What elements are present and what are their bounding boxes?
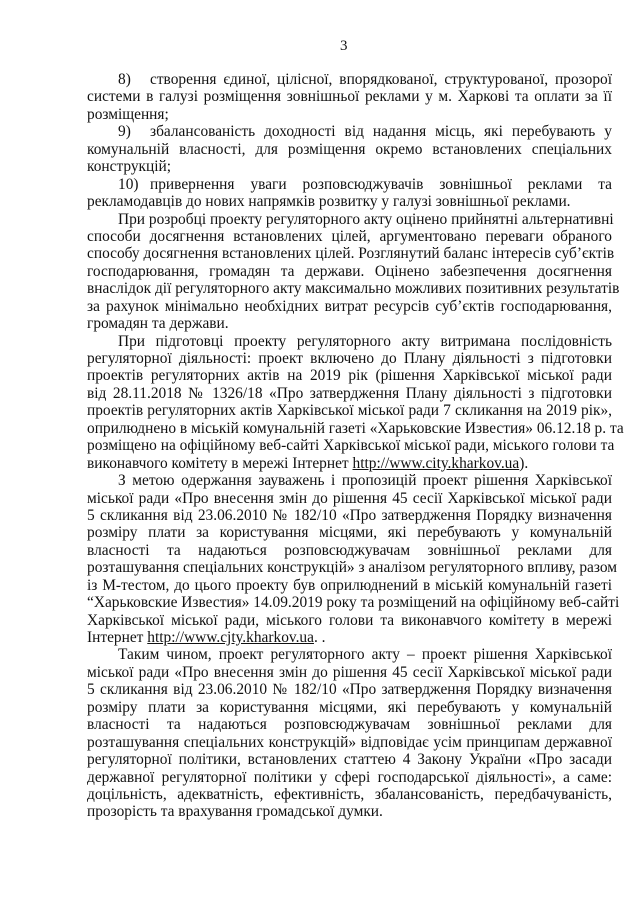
text-line <box>87 629 612 646</box>
line-text: розміщено на офіційному веб-сайті Харківської міської ради, міського голови та <box>87 437 615 455</box>
line-text: із М-тестом, до цього проекту був оприлюднений в міській комунальній газеті <box>87 576 612 594</box>
text-line <box>87 280 620 298</box>
line-text: оприлюднено в міській комунальній газеті «Харьковские Известия» 06.12.18 р. та <box>87 419 624 437</box>
text-line <box>87 88 612 105</box>
text-line <box>87 158 612 175</box>
line-text: розміру плати за користування місцями, які перебувають у комунальній <box>87 698 612 716</box>
text-line <box>87 385 612 402</box>
text-line <box>87 298 612 315</box>
text-line <box>87 612 612 629</box>
line-text: внаслідок дії регуляторного акту максимально можливих позитивних результатів <box>87 280 620 298</box>
page-number: 3 <box>340 38 348 54</box>
text-line <box>87 734 612 751</box>
line-text: збалансованість доходності від надання місць, які перебувають у <box>150 123 612 141</box>
line-text: Харківської міської ради, міського голови та виконавчого комітету в мережі <box>87 611 612 629</box>
line-text: господарювання, громадян та держави. Оцінено забезпечення досягнення <box>87 262 612 280</box>
line-text: доцільність, адекватність, ефективність, збалансованість, передбачуваність, <box>87 785 612 803</box>
paragraph <box>87 123 612 175</box>
text-line <box>87 193 612 210</box>
text-line <box>87 786 612 803</box>
line-text: 5 скликання від 23.06.2010 № 182/10 «Про затвердження Порядку визначення <box>87 506 612 524</box>
line-text: рекламодавців до нових напрямків розвитку у галузі зовнішньої реклами. <box>87 193 571 211</box>
text-line <box>87 367 612 384</box>
text-line <box>87 699 612 716</box>
line-text: конструкцій; <box>87 158 172 176</box>
line-text: за рахунок мінімально необхідних витрат ресурсів суб’єктів господарювання, <box>87 297 612 315</box>
line-text: При розробці проекту регуляторного акту оцінено прийнятні альтернативні <box>118 210 614 228</box>
text-line <box>87 419 624 437</box>
list-item-number: 9) <box>118 123 131 141</box>
text-line <box>87 333 612 350</box>
text-line <box>87 577 612 594</box>
paragraph <box>87 472 620 646</box>
line-text: розташування спеціальних конструкцій» відповідає усім принципам державної <box>87 733 612 751</box>
paragraph <box>87 71 612 123</box>
text-line <box>87 507 612 524</box>
line-text: Інтернет <box>87 629 148 646</box>
line-text: проектів регуляторних актів Харківської міської ради 7 скликання на 2019 рік», <box>87 402 612 420</box>
line-text: Таким чином, проект регуляторного акту – проект рішення Харківської <box>118 646 612 664</box>
line-text: розташування спеціальних конструкцій» з аналізом регуляторного впливу, разом <box>87 559 617 577</box>
line-text: розміщення; <box>87 105 169 123</box>
text-line <box>87 402 612 419</box>
url-link[interactable]: http://www.cjty.kharkov.ua <box>147 629 314 646</box>
line-text: 5 скликання від 23.06.2010 № 182/10 «Про затвердження Порядку визначення <box>87 681 612 699</box>
text-line <box>87 263 612 280</box>
text-line <box>87 490 612 507</box>
line-text: способу досягнення встановлених цілей. Розглянутий баланс інтересів суб’єктів <box>87 245 615 263</box>
text-line <box>87 646 612 663</box>
line-text: З метою одержання зауважень і пропозицій проект рішення Харківської <box>118 472 612 490</box>
text-line <box>87 524 612 541</box>
line-text: розміру плати за користування місцями, які перебувають у комунальній <box>87 524 612 542</box>
line-text: прозорість та врахування громадської думки. <box>87 803 383 821</box>
line-text: способи досягнення встановлених цілей, аргументовано переваги обраного <box>87 227 612 245</box>
line-text: державної регуляторної політики у сфері господарської діяльності», а саме: <box>87 768 612 786</box>
line-text: міської ради «Про внесення змін до рішення 45 сесії Харківської міської ради <box>87 489 612 507</box>
text-line <box>87 211 612 228</box>
text-line <box>87 681 612 698</box>
line-text: привернення уваги розповсюджувачів зовнішньої реклами та <box>150 175 612 193</box>
paragraph <box>87 646 612 820</box>
line-text: міської ради «Про внесення змін до рішення 45 сесії Харківської міської ради <box>87 663 612 681</box>
text-line <box>87 716 612 733</box>
line-text: власності та надаються розповсюджувачам зовнішньої реклами для <box>87 716 612 734</box>
text-line <box>87 437 615 455</box>
document-body <box>87 71 624 821</box>
line-text: При підготовці проекту регуляторного акту витримана послідовність <box>118 332 612 350</box>
text-line <box>87 542 612 559</box>
line-text: регуляторної діяльності: проект включено до Плану діяльності з підготовки <box>87 350 612 367</box>
text-line <box>87 472 612 489</box>
line-text: громадян та держави. <box>87 315 229 333</box>
text-line <box>87 803 612 820</box>
paragraph <box>87 332 624 473</box>
list-item-number: 10) <box>118 175 139 193</box>
text-line <box>87 176 612 193</box>
text-line <box>87 350 612 367</box>
text-line <box>87 769 612 786</box>
line-text: “Харьковские Известия» 14.09.2019 року та розміщений на офіційному веб-сайті <box>87 594 620 612</box>
text-line <box>87 455 612 472</box>
text-line <box>87 106 612 123</box>
line-text: . . <box>313 629 326 646</box>
list-item-number: 8) <box>118 71 131 88</box>
text-line <box>87 315 612 332</box>
line-text: регуляторної політики, встановлених статтею 4 Закону України «Про засади <box>87 751 612 769</box>
text-line <box>87 71 612 88</box>
text-line <box>87 245 615 263</box>
text-line <box>87 141 612 158</box>
line-text: системи в галузі розміщення зовнішньої реклами у м. Харкові та оплати за її <box>87 88 612 106</box>
line-text: власності та надаються розповсюджувачам зовнішньої реклами для <box>87 541 612 559</box>
text-line <box>87 751 612 768</box>
line-text: виконавчого комітету в мережі Інтернет <box>87 454 353 472</box>
paragraph <box>87 210 620 333</box>
line-text: комунальній власності, для розміщення окремо встановлених спеціальних <box>87 140 612 158</box>
url-link[interactable]: http://www.city.kharkov.ua <box>352 454 520 472</box>
line-text: від 28.11.2018 № 1326/18 «Про затвердження Плану діяльності з підготовки <box>87 384 612 402</box>
line-text: проектів регуляторних актів на 2019 рік (рішення Харківської міської ради <box>87 367 612 385</box>
text-line <box>87 228 612 245</box>
text-line <box>87 559 617 577</box>
text-line <box>87 594 620 612</box>
paragraph <box>87 176 612 211</box>
line-text: ). <box>519 454 529 472</box>
line-text: створення єдиної, цілісної, впорядкованої, структурованої, прозорої <box>150 71 612 88</box>
text-line <box>87 664 612 681</box>
text-line <box>87 123 612 140</box>
